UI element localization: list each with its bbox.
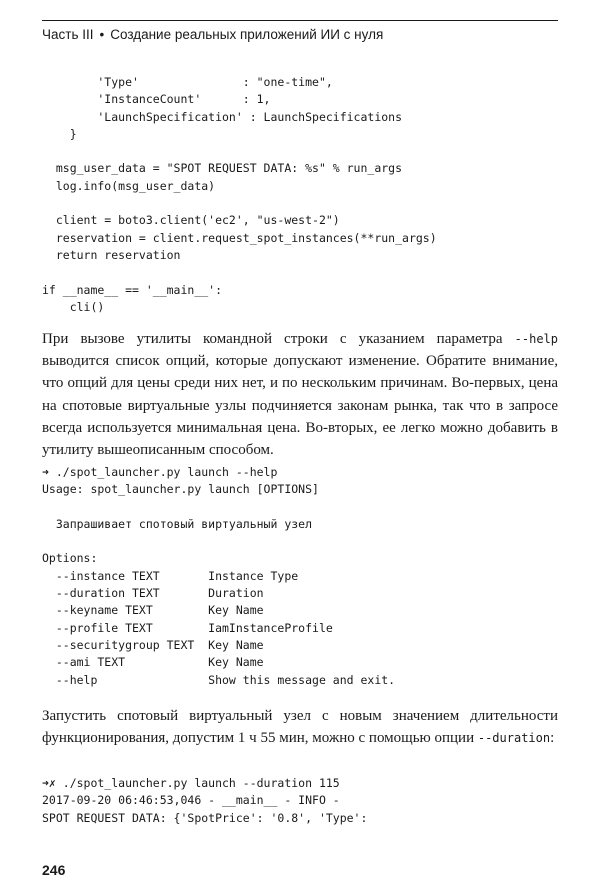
- part-label: Часть III: [42, 27, 94, 42]
- duration-flag: --duration: [477, 731, 551, 746]
- header-rule: [42, 20, 558, 21]
- header-separator: •: [99, 27, 105, 42]
- paragraph-1-text-start: При вызове утилиты командной строки с указанием параметра: [42, 331, 515, 347]
- paragraph-2-text-start: Запустить спотовый виртуальный узел с новым значением длительности функционирования, допустим 1 ч 55 мин, можно с помощью опции: [42, 708, 558, 747]
- paragraph-1: [42, 328, 558, 461]
- code-block-3: ➜✗ ./spot_launcher.py launch --duration 115 2017-09-20 06:46:53,046 - __main__ - INFO - SPOT REQUEST DATA: {'SpotPrice': '0.8', 'Type':: [42, 776, 368, 825]
- help-flag: --help: [514, 332, 558, 346]
- code-block-1: 'Type' : "one-time", 'InstanceCount' : 1, 'LaunchSpecification' : LaunchSpecifications } msg_user_data = "SPOT REQUEST DATA: %s" % run_args log.info(msg_user_data) client = boto3.client('ec2', "us-west-2") reservation = client.request_spot_instances(**run_args) return reservation if __name__ == '__main__': cli(): [42, 75, 437, 314]
- paragraph-1-text-end: выводится список опций, которые допускают изменение. Обратите внимание, что опций для цены среди них нет, и по нескольким причинам. Во-первых, цена на спотовые виртуальные узлы подчиняется законам рынка, так что в запросе всегда используется минимальная цена. Во-вторых, ее легко можно добавить в утилиту вышеописанным способом.: [42, 353, 558, 459]
- paragraph-2: [42, 705, 558, 749]
- page-number: 246: [42, 862, 66, 878]
- paragraph-2-text-end: :: [550, 730, 555, 747]
- chapter-title: Создание реальных приложений ИИ с нуля: [110, 27, 384, 42]
- code-block-2: ➜ ./spot_launcher.py launch --help Usage: spot_launcher.py launch [OPTIONS] Запрашивает спотовый виртуальный узел Options: --instance TEXT Instance Type --duration TEXT Duration --keyname TEXT Key Name --profile TEXT IamInstanceProfile --securitygroup TEXT Key Name --ami TEXT Key Name --help Show this message and exit.: [42, 465, 396, 687]
- running-header: [42, 27, 383, 42]
